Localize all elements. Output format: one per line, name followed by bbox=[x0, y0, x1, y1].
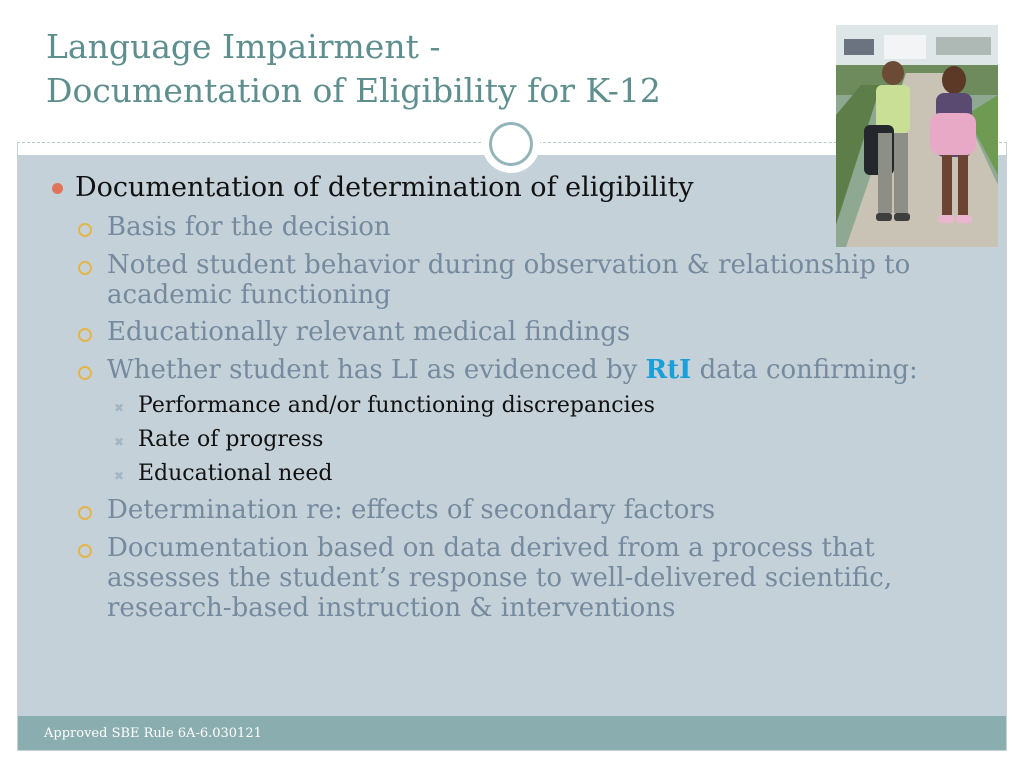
rti-text-after: data confirming: bbox=[691, 355, 918, 385]
sub-bullet-basis: Basis for the decision bbox=[107, 212, 391, 242]
sub-bullet-behavior: Noted student behavior during observation & relationship to academic functioning bbox=[107, 250, 911, 310]
nested-bullet-icon: ✖ bbox=[114, 469, 125, 483]
main-bullet-text: Documentation of determination of eligibility bbox=[75, 172, 694, 203]
main-bullet-dot-icon bbox=[52, 183, 63, 194]
circle-ornament-icon bbox=[482, 115, 540, 173]
sub-bullet-secondary: Determination re: effects of secondary factors bbox=[107, 495, 716, 525]
nested-bullet-icon: ✖ bbox=[114, 435, 125, 449]
nested-bullet-progress: Rate of progress bbox=[138, 427, 324, 452]
footer-text: Approved SBE Rule 6A-6.030121 bbox=[44, 726, 262, 741]
sub-bullet-ring-icon bbox=[78, 544, 92, 558]
ring bbox=[489, 122, 533, 166]
sub-bullet-documentation: Documentation based on data derived from a process that assesses the student’s response to well-delivered scientific, research-based instruction & interventions bbox=[107, 533, 893, 623]
sub-bullet-ring-icon bbox=[78, 506, 92, 520]
nested-bullet-icon: ✖ bbox=[114, 401, 125, 415]
title-line-2: Documentation of Eligibility for K-12 bbox=[46, 71, 661, 110]
sub-bullet-rti bbox=[107, 355, 967, 385]
nested-bullet-need: Educational need bbox=[138, 461, 333, 486]
nested-bullet-performance: Performance and/or functioning discrepancies bbox=[138, 393, 655, 418]
sub-bullet-ring-icon bbox=[78, 223, 92, 237]
sub-bullet-ring-icon bbox=[78, 366, 92, 380]
sub-bullet-ring-icon bbox=[78, 261, 92, 275]
rti-text-before: Whether student has LI as evidenced by bbox=[107, 355, 646, 385]
sub-bullet-ring-icon bbox=[78, 328, 92, 342]
title-line-1: Language Impairment - bbox=[46, 27, 441, 66]
rti-highlight: RtI bbox=[645, 355, 692, 385]
sub-bullet-medical: Educationally relevant medical findings bbox=[107, 317, 631, 347]
slide-title bbox=[46, 25, 661, 113]
